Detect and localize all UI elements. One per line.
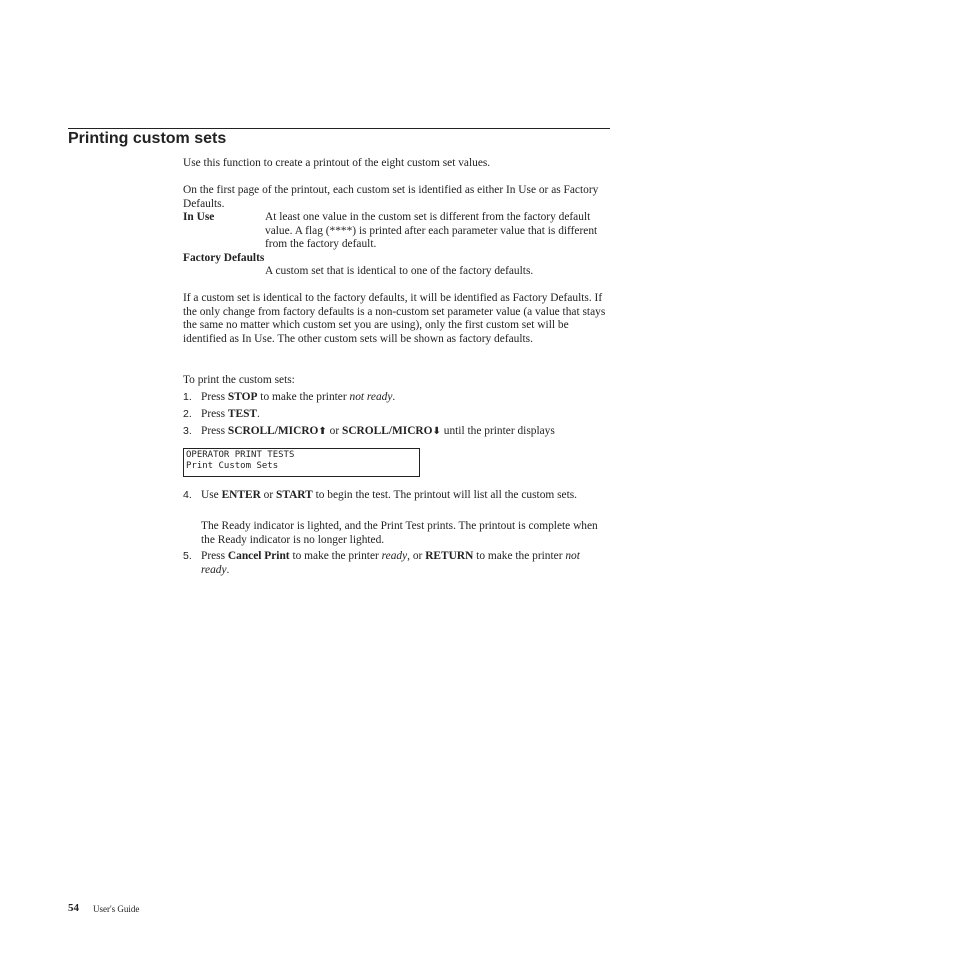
footer-book-title: User's Guide [93,904,140,914]
term-in-use: In Use [183,211,215,223]
step-note-text: The Ready indicator is lighted, and the Print Test prints. The printout is complete when the Ready indicator is no longer lighted. [201,520,598,546]
key-start: START [276,489,313,501]
step-number: 4. [183,489,192,501]
step-number: 3. [183,425,192,437]
key-return: RETURN [425,550,474,562]
step-number: 2. [183,408,192,420]
up-arrow-icon: ⬆ [318,426,327,437]
display-line-1: OPERATOR PRINT TESTS [186,450,295,460]
page-number: 54 [68,902,79,914]
definition-in-use: At least one value in the custom set is different from the factory default value. A flag (****) is printed after each parameter value that is different from the factory default. [265,211,598,251]
step-text: Press STOP to make the printer not ready. [201,391,396,403]
key-scroll-micro-up: SCROLL/MICRO [227,425,319,437]
key-cancel-print: Cancel Print [227,550,290,562]
key-enter: ENTER [221,489,261,501]
display-line-2: Print Custom Sets [186,461,279,471]
operator-panel-display [183,448,420,477]
first-page-paragraph: On the first page of the printout, each custom set is identified as either In Use or as Factory Defaults. [183,184,599,210]
definition-factory-defaults: A custom set that is identical to one of the factory defaults. [265,265,534,277]
identical-paragraph: If a custom set is identical to the factory defaults, it will be identified as Factory Defaults. If the only change from factory defaults is a non-custom set parameter value (a value that stays the same no matter which custom set you are using), only the first custom set will be identified as In Use. The other custom sets will be shown as factory defaults. [183,292,606,345]
section-rule [68,128,610,129]
step-text: Press SCROLL/MICRO⬆ or SCROLL/MICRO⬇ until the printer displays [201,425,555,437]
intro-paragraph: Use this function to create a printout of the eight custom set values. [183,157,491,169]
down-arrow-icon: ⬇ [432,426,441,437]
procedure-intro: To print the custom sets: [183,374,295,386]
step-text: Use ENTER or START to begin the test. The printout will list all the custom sets. [201,489,578,501]
key-scroll-micro-down: SCROLL/MICRO [342,425,433,437]
key-test: TEST [227,408,258,420]
key-stop: STOP [227,391,258,403]
term-factory-defaults: Factory Defaults [183,252,265,264]
step-text: Press TEST. [201,408,260,420]
step-number: 5. [183,550,192,562]
step-text: Press Cancel Print to make the printer ready, or RETURN to make the printer not ready. [201,550,580,576]
step-number: 1. [183,391,192,403]
section-title: Printing custom sets [68,130,227,147]
